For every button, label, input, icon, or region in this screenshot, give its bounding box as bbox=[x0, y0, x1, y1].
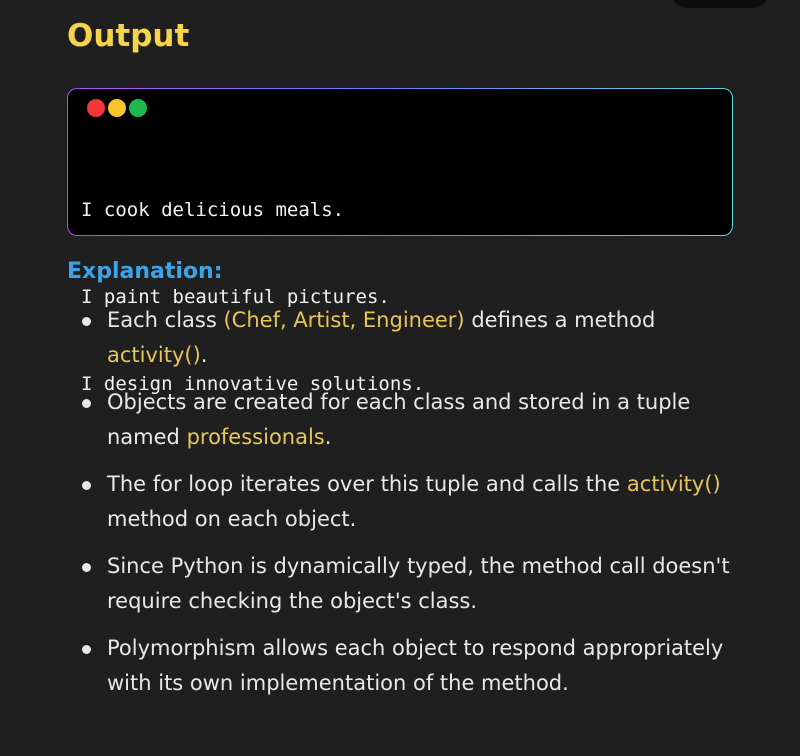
bullet-text: Each class bbox=[107, 308, 224, 332]
bullet-text: . bbox=[324, 425, 332, 449]
terminal-line: I design innovative solutions. bbox=[81, 373, 425, 395]
bullet-text: Since Python is dynamically typed, the method call doesn't require checking the object's class. bbox=[107, 554, 730, 613]
list-item bbox=[80, 303, 740, 373]
bullet-highlight: activity() bbox=[107, 343, 201, 367]
list-item bbox=[80, 631, 740, 701]
bullet-highlight: activity() bbox=[626, 472, 721, 496]
bullet-text: . bbox=[200, 343, 208, 367]
green-dot-icon bbox=[129, 99, 147, 117]
terminal-line: I cook delicious meals. bbox=[81, 199, 345, 221]
bullet-text: method on each object. bbox=[107, 507, 357, 531]
bullet-text: Polymorphism allows each object to respond appropriately with its own implementation of the method. bbox=[107, 636, 724, 695]
terminal-line: I paint beautiful pictures. bbox=[81, 286, 390, 308]
top-overlay-pill bbox=[672, 0, 768, 8]
explanation-list bbox=[80, 303, 740, 713]
bullet-text: Objects are created for each class and stored in a tuple named bbox=[107, 390, 691, 449]
output-heading: Output bbox=[67, 18, 190, 54]
yellow-dot-icon bbox=[108, 99, 126, 117]
list-item bbox=[80, 467, 740, 537]
red-dot-icon bbox=[87, 99, 105, 117]
list-item bbox=[80, 549, 740, 619]
bullet-highlight: professionals bbox=[186, 425, 325, 449]
window-controls bbox=[87, 99, 147, 117]
bullet-highlight: (Chef, Artist, Engineer) bbox=[223, 308, 465, 332]
bullet-text: defines a method bbox=[464, 308, 656, 332]
bullet-text: The for loop iterates over this tuple and calls the bbox=[107, 472, 627, 496]
explanation-heading: Explanation: bbox=[67, 259, 223, 284]
list-item bbox=[80, 385, 740, 455]
